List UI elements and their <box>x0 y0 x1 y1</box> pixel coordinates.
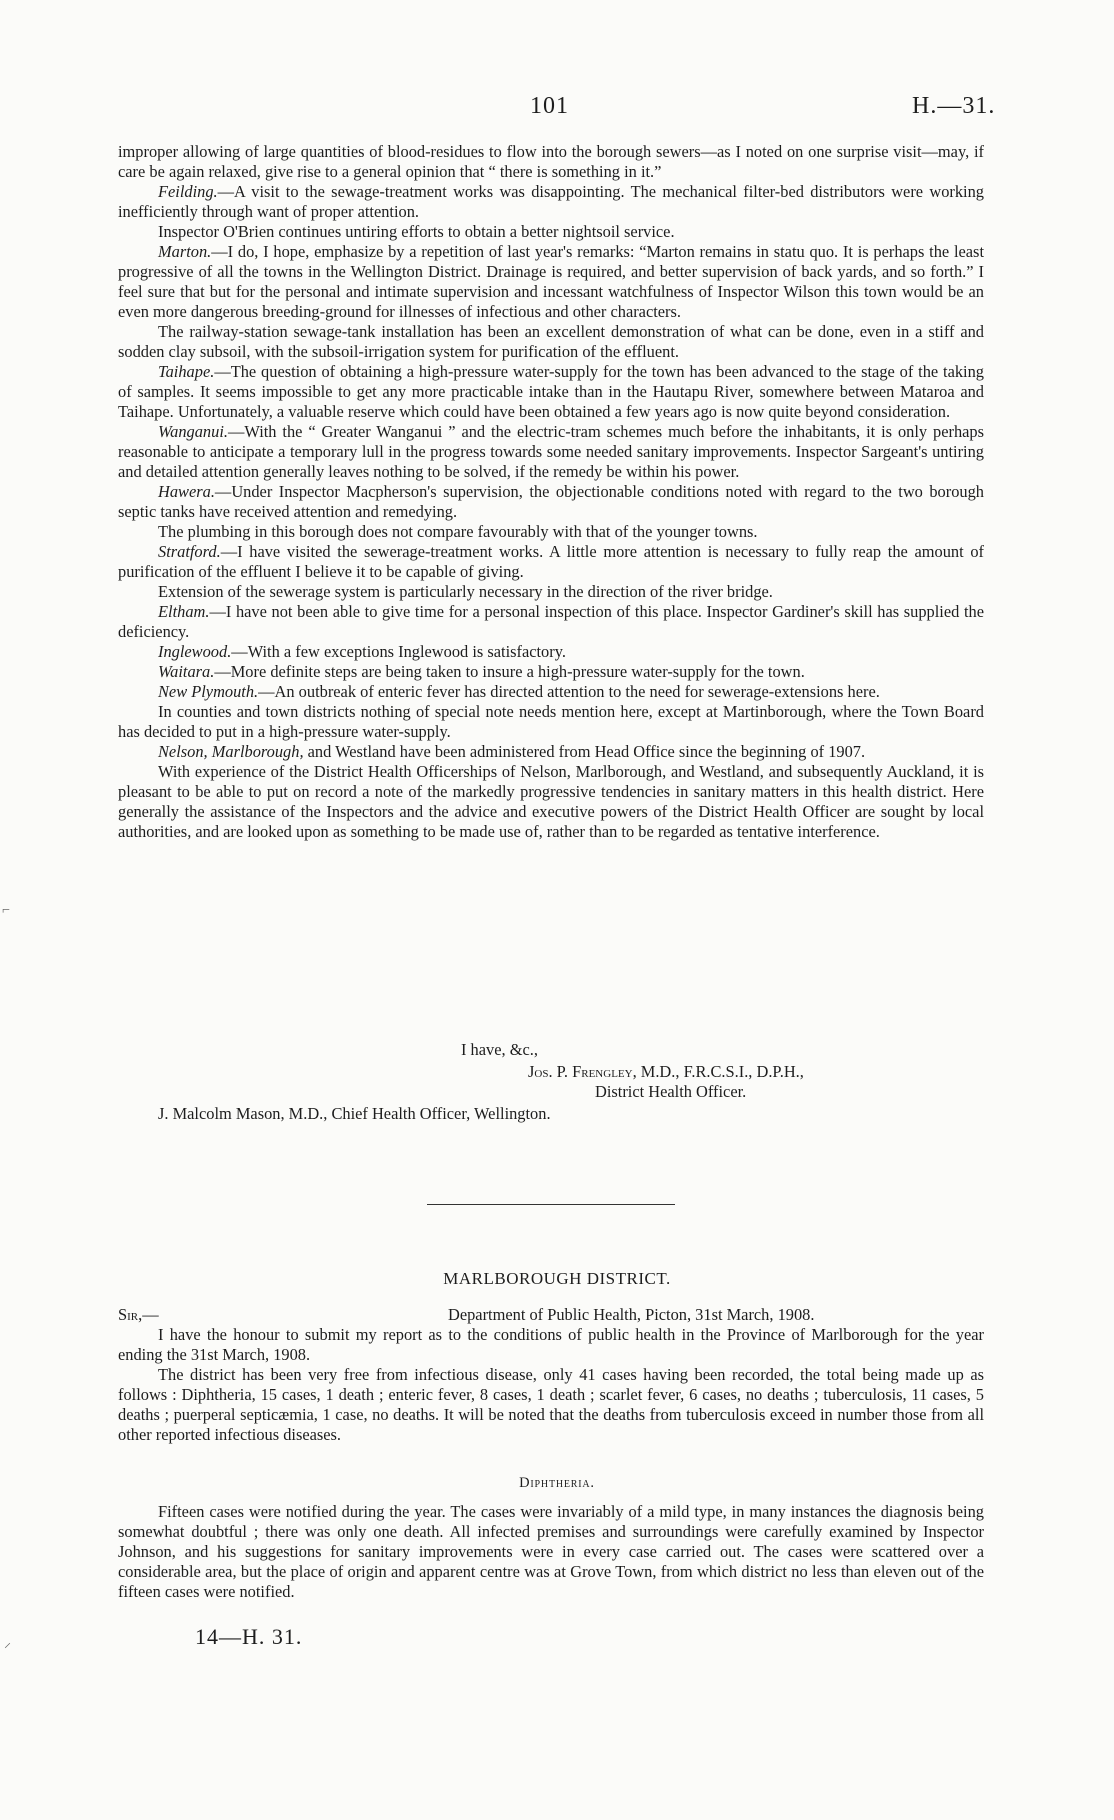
paragraph-text: The railway-station sewage-tank installation has been an excellent demonstration of what can be done, even in a stiff and sodden clay subsoil, with the subsoil-irrigation system for purification of the effluent. <box>118 322 984 361</box>
paragraph-text: improper allowing of large quantities of blood-residues to flow into the borough sewers—as I noted on one surprise visit—may, if care be again relaxed, give rise to a general opinion that “ there is something in it.” <box>118 142 984 181</box>
paragraph-text: —I have not been able to give time for a personal inspection of this place. Inspector Gardiner's skill has supplied the deficiency. <box>118 602 984 641</box>
report-paragraph <box>118 602 984 642</box>
signatory-title: District Health Officer. <box>595 1082 747 1101</box>
paragraph-text: —I have visited the sewerage-treatment works. A little more attention is necessary to fully reap the amount of purification of the effluent I believe it to be capable of giving. <box>118 542 984 581</box>
place-name: New Plymouth. <box>158 682 259 701</box>
paragraph-text: —An outbreak of enteric fever has directed attention to the need for sewerage-extensions here. <box>258 682 880 701</box>
place-name: Nelson, Marlborough, <box>158 742 304 761</box>
paragraph-text: —A visit to the sewage-treatment works was disappointing. The mechanical filter-bed distributors were working inefficiently through want of proper attention. <box>118 182 984 221</box>
paragraph-text: With experience of the District Health Officerships of Nelson, Marlborough, and Westland, and subsequently Auckland, it is pleasant to be able to put on record a note of the markedly progressive tendencies in sanitary matters in this health district. Here generally the assistance of the Inspectors and the advice and executive powers of the District Health Officer are sought by local authorities, and are looked upon as something to be made use of, rather than to be regarded as tentative interference. <box>118 762 984 841</box>
place-name: Marton. <box>158 242 212 261</box>
report-paragraph <box>118 642 984 662</box>
district-heading: MARLBOROUGH DISTRICT. <box>443 1269 671 1288</box>
diphtheria-heading: Diphtheria. <box>519 1475 595 1491</box>
report-paragraph <box>118 182 984 222</box>
report-paragraph <box>118 362 984 422</box>
document-code: H.—31. <box>912 93 996 119</box>
closing-salutation: I have, &c., <box>461 1040 538 1059</box>
place-name: Hawera. <box>158 482 215 501</box>
paragraph-text: Extension of the sewerage system is particularly necessary in the direction of the river bridge. <box>158 582 773 601</box>
report-paragraph <box>118 522 984 542</box>
report-paragraph <box>118 682 984 702</box>
place-name: Taihape. <box>158 362 215 381</box>
report-paragraph <box>118 482 984 522</box>
paragraph-text: —With a few exceptions Inglewood is satisfactory. <box>231 642 566 661</box>
place-name: Eltham. <box>158 602 210 621</box>
diphtheria-body <box>118 1502 984 1602</box>
margin-mark: ⌐ <box>2 903 10 918</box>
report-paragraph <box>118 702 984 742</box>
margin-mark: ⸝ <box>4 1636 11 1651</box>
paragraph-text: —The question of obtaining a high-pressure water-supply for the town has been advanced to the stage of the taking of samples. It seems impossible to get any more practicable intake than in the Hautapu River, somewhere between Mataroa and Taihape. Unfortunately, a valuable reserve which could have been obtained a few years ago is now quite beyond consideration. <box>118 362 984 421</box>
report-paragraph <box>118 422 984 482</box>
paragraph-text: —Under Inspector Macpherson's supervision, the objectionable conditions noted with regard to the two borough septic tanks have received attention and remedying. <box>118 482 984 521</box>
page-number: 101 <box>530 93 569 119</box>
report-paragraph <box>118 662 984 682</box>
paragraph-text: —More definite steps are being taken to insure a high-pressure water-supply for the town. <box>214 662 805 681</box>
letter-paragraph: The district has been very free from infectious disease, only 41 cases having been recorded, the total being made up as follows : Diphtheria, 15 cases, 1 death ; enteric fever, 8 cases, 1 death ; scarlet fever, 6 cases, no deaths ; tuberculosis, 11 cases, 5 deaths ; puerperal septicæmia, 1 case, no deaths. It will be noted that the deaths from tuberculosis exceed in number those from all other reported infectious diseases. <box>118 1365 984 1444</box>
paragraph-text: Inspector O'Brien continues untiring efforts to obtain a better nightsoil service. <box>158 222 675 241</box>
paragraph-text: —With the “ Greater Wanganui ” and the electric-tram schemes much before the inhabitants, it is only perhaps reasonable to anticipate a temporary lull in the progress towards some needed sanitary improvements. Inspector Sargeant's untiring and detailed attention generally leaves nothing to be solved, if the remedy be within his power. <box>118 422 984 481</box>
place-name: Stratford. <box>158 542 221 561</box>
letter-salutation: Sir,— <box>118 1305 159 1324</box>
report-paragraph <box>118 542 984 582</box>
letter-dateline: Department of Public Health, Picton, 31st March, 1908. <box>448 1305 815 1324</box>
paragraph-text: —I do, I hope, emphasize by a repetition of last year's remarks: “Marton remains in statu quo. It is perhaps the least progressive of all the towns in the Wellington District. Drainage is required, and better supervision of back yards, and so forth.” I feel sure that but for the personal and intimate supervision and incessant watchfulness of Inspector Wilson this town would be an even more dangerous breeding-ground for illnesses of infectious and other characters. <box>118 242 984 321</box>
report-paragraph <box>118 582 984 602</box>
paragraph-text: In counties and town districts nothing of special note needs mention here, except at Martinborough, where the Town Board has decided to put in a high-pressure water-supply. <box>118 702 984 741</box>
report-paragraph <box>118 762 984 842</box>
place-name: Wanganui. <box>158 422 228 441</box>
report-paragraph <box>118 222 984 242</box>
signatory-name: Jos. P. Frengley, M.D., F.R.C.S.I., D.P.H., <box>528 1062 804 1081</box>
addressee: J. Malcolm Mason, M.D., Chief Health Officer, Wellington. <box>158 1104 551 1123</box>
place-name: Inglewood. <box>158 642 232 661</box>
place-name: Feilding. <box>158 182 218 201</box>
report-paragraph <box>118 322 984 362</box>
place-name: Waitara. <box>158 662 215 681</box>
paragraph-text: The plumbing in this borough does not compare favourably with that of the younger towns. <box>158 522 758 541</box>
report-body <box>118 142 984 842</box>
paragraph-text: and Westland have been administered from Head Office since the beginning of 1907. <box>303 742 866 761</box>
section-divider <box>427 1204 675 1205</box>
letter-body <box>118 1325 984 1445</box>
letter-paragraph: I have the honour to submit my report as to the conditions of public health in the Province of Marlborough for the year ending the 31st March, 1908. <box>118 1325 984 1364</box>
diphtheria-paragraph: Fifteen cases were notified during the year. The cases were invariably of a mild type, in many instances the diagnosis being somewhat doubtful ; there was only one death. All infected premises and surroundings were carefully examined by Inspector Johnson, and his suggestions for sanitary improvements were in every case carried out. The cases were scattered over a considerable area, but the place of origin and apparent centre was at Grove Town, from which district no less than eleven out of the fifteen cases were notified. <box>118 1502 984 1601</box>
report-paragraph <box>118 142 984 182</box>
report-paragraph <box>118 242 984 322</box>
report-paragraph <box>118 742 984 762</box>
footer-signature: 14—H. 31. <box>195 1624 303 1649</box>
